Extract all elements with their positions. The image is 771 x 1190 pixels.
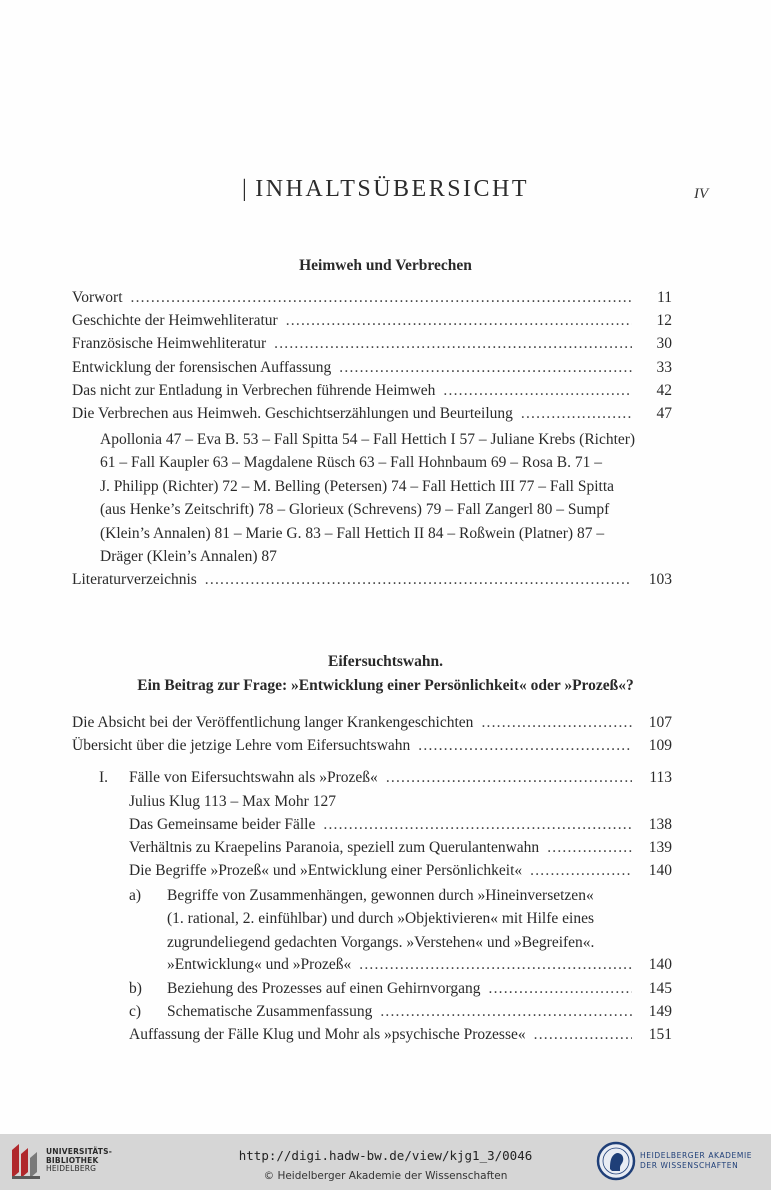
leader-dots (418, 735, 632, 757)
library-name-line: UNIVERSITÄTS- (46, 1147, 113, 1156)
leader-dots (534, 1024, 632, 1046)
case-list-line: 61 – Fall Kaupler 63 – Magdalene Rüsch 63 – Fall Hohnbaum 69 – Rosa B. 71 – (100, 454, 602, 472)
toc-entry[interactable] (72, 380, 672, 402)
toc-entry-label: Geschichte der Heimwehliteratur (72, 312, 278, 329)
case-list-line: J. Philipp (Richter) 72 – M. Belling (Petersen) 74 – Fall Hettich III 77 – Fall Spitta (100, 477, 615, 495)
toc-entry-label: Fälle von Eifersuchtswahn als »Prozeß« (129, 769, 378, 786)
section-subheading: Ein Beitrag zur Frage: »Entwicklung einer Persönlichkeit« oder »Prozeß«? (137, 677, 634, 694)
subsection-a-line: zugrundeliegend gedachten Vorgangs. »Verstehen« und »Begreifen«. (167, 933, 595, 951)
subsection-a-line: (1. rational, 2. einfühlbar) und durch »Objektivieren« mit Hilfe eines (167, 910, 594, 928)
subsection-b-marker: b) (129, 980, 142, 997)
toc-entry-label: Entwicklung der forensischen Auffassung (72, 359, 332, 376)
leader-dots (205, 569, 632, 591)
subsection-a-text (167, 884, 594, 954)
toc-entry-page: 151 (648, 1026, 672, 1043)
toc-entry-label: Schematische Zusammenfassung (167, 1003, 373, 1020)
toc-entry-page: 103 (648, 571, 672, 588)
section-heading-heimweh: Heimweh und Verbrechen (299, 257, 472, 274)
case-list-line: Dräger (Klein’s Annalen) 87 (100, 548, 277, 566)
academy-name-line: HEIDELBERGER AKADEMIE (640, 1151, 753, 1160)
toc-entry-label: Beziehung des Prozesses auf einen Gehirnvorgang (167, 980, 481, 997)
leader-dots (323, 814, 632, 836)
toc-entry-page: 113 (649, 769, 672, 786)
leader-dots (489, 978, 633, 1000)
page-number-roman: IV (694, 186, 709, 202)
toc-entry-label: Literaturverzeichnis (72, 571, 197, 588)
case-list-line: Julius Klug 113 – Max Mohr 127 (129, 793, 336, 810)
toc-entry-page: 42 (656, 382, 672, 399)
toc-entry-page: 145 (648, 980, 672, 997)
toc-entry[interactable] (72, 569, 672, 591)
leader-dots (443, 380, 632, 402)
leader-dots (339, 357, 632, 379)
toc-entry[interactable] (129, 860, 672, 882)
toc-entry-label: Auffassung der Fälle Klug und Mohr als »psychische Prozesse« (129, 1026, 526, 1043)
leader-dots (386, 767, 632, 789)
toc-entry-page: 47 (656, 405, 672, 422)
toc-entry-label: Das Gemeinsame beider Fälle (129, 816, 316, 833)
leader-dots (359, 954, 632, 976)
case-list-line: Apollonia 47 – Eva B. 53 – Fall Spitta 54 – Fall Hettich I 57 – Juliane Krebs (Richter) (100, 431, 636, 448)
toc-entry-label: Die Absicht bei der Veröffentlichung langer Krankengeschichten (72, 714, 474, 731)
toc-entry-label: Verhältnis zu Kraepelins Paranoia, speziell zum Querulantenwahn (129, 839, 540, 856)
leader-dots (131, 287, 632, 309)
toc-entry-page: 140 (648, 862, 672, 879)
leader-dots (530, 860, 632, 882)
toc-entry-page: 139 (648, 839, 672, 856)
source-url-link[interactable]: http://digi.hadw-bw.de/view/kjg1_3/0046 (238, 1148, 533, 1163)
academy-name (640, 1151, 752, 1171)
toc-entry[interactable] (129, 837, 672, 859)
academy-seal-icon[interactable] (596, 1141, 636, 1181)
leader-dots (481, 712, 632, 734)
toc-entry[interactable] (72, 310, 672, 332)
toc-entry-label: Das nicht zur Entladung in Verbrechen führende Heimweh (72, 382, 436, 399)
toc-entry-page: 138 (648, 816, 672, 833)
copyright-text: © Heidelberger Akademie der Wissenschaften (263, 1170, 508, 1182)
leader-dots (380, 1001, 632, 1023)
toc-entry-page: 11 (657, 289, 672, 306)
title-text: INHALTSÜBERSICHT (255, 176, 530, 202)
case-list (100, 428, 635, 568)
toc-entry[interactable] (129, 978, 672, 1000)
section-heading-eifersuchtswahn: Eifersuchtswahn. (328, 653, 443, 670)
library-name-line: BIBLIOTHEK (46, 1155, 99, 1165)
toc-part-entry[interactable] (99, 767, 672, 789)
leader-dots (286, 310, 632, 332)
toc-entry-label: Die Verbrechen aus Heimweh. Geschichtserzählungen und Beurteilung (72, 405, 513, 422)
toc-entry-label: Vorwort (72, 289, 123, 306)
leader-dots (521, 403, 632, 425)
toc-entry[interactable] (72, 357, 672, 379)
toc-entry-page: 149 (648, 1003, 672, 1020)
toc-entry-page: 30 (656, 335, 672, 352)
toc-entry[interactable] (72, 735, 672, 757)
toc-entry[interactable] (129, 1024, 672, 1046)
toc-entry[interactable] (129, 814, 672, 836)
toc-entry[interactable] (72, 712, 672, 734)
subsection-c-marker: c) (129, 1003, 142, 1020)
subsection-a-line: Begriffe von Zusammenhängen, gewonnen durch »Hineinversetzen« (167, 887, 594, 904)
case-list (129, 790, 336, 813)
toc-entry-page: 33 (656, 359, 672, 376)
page-title (0, 176, 771, 203)
subsection-a-marker: a) (129, 887, 142, 904)
toc-entry-page: 140 (648, 956, 672, 973)
part-marker: I. (99, 769, 109, 786)
case-list-line: (aus Henke’s Zeitschrift) 78 – Glorieux (Schrevens) 79 – Fall Zangerl 80 – Sumpf (100, 501, 610, 519)
toc-entry-label: Übersicht über die jetzige Lehre vom Eifersuchtswahn (72, 737, 411, 754)
toc-entry[interactable] (129, 1001, 672, 1023)
toc-entry[interactable] (72, 403, 672, 425)
toc-entry[interactable] (72, 333, 672, 355)
toc-entry-label: »Entwicklung« und »Prozeß« (167, 956, 352, 973)
toc-entry-page: 107 (648, 714, 672, 731)
toc-entry[interactable] (167, 954, 672, 976)
library-name-line: HEIDELBERG (46, 1164, 97, 1173)
toc-entry-label: Die Begriffe »Prozeß« und »Entwicklung einer Persönlichkeit« (129, 862, 523, 879)
toc-entry[interactable] (72, 287, 672, 309)
leader-dots (547, 837, 632, 859)
title-bar: | (241, 176, 250, 202)
toc-entry-page: 109 (648, 737, 672, 754)
toc-entry-page: 12 (656, 312, 672, 329)
toc-entry-label: Französische Heimwehliteratur (72, 335, 267, 352)
academy-name-line: DER WISSENSCHAFTEN (640, 1161, 739, 1170)
footer-bar (0, 1134, 771, 1190)
case-list-line: (Klein’s Annalen) 81 – Marie G. 83 – Fall Hettich II 84 – Roßwein (Platner) 87 – (100, 524, 605, 542)
leader-dots (274, 333, 632, 355)
